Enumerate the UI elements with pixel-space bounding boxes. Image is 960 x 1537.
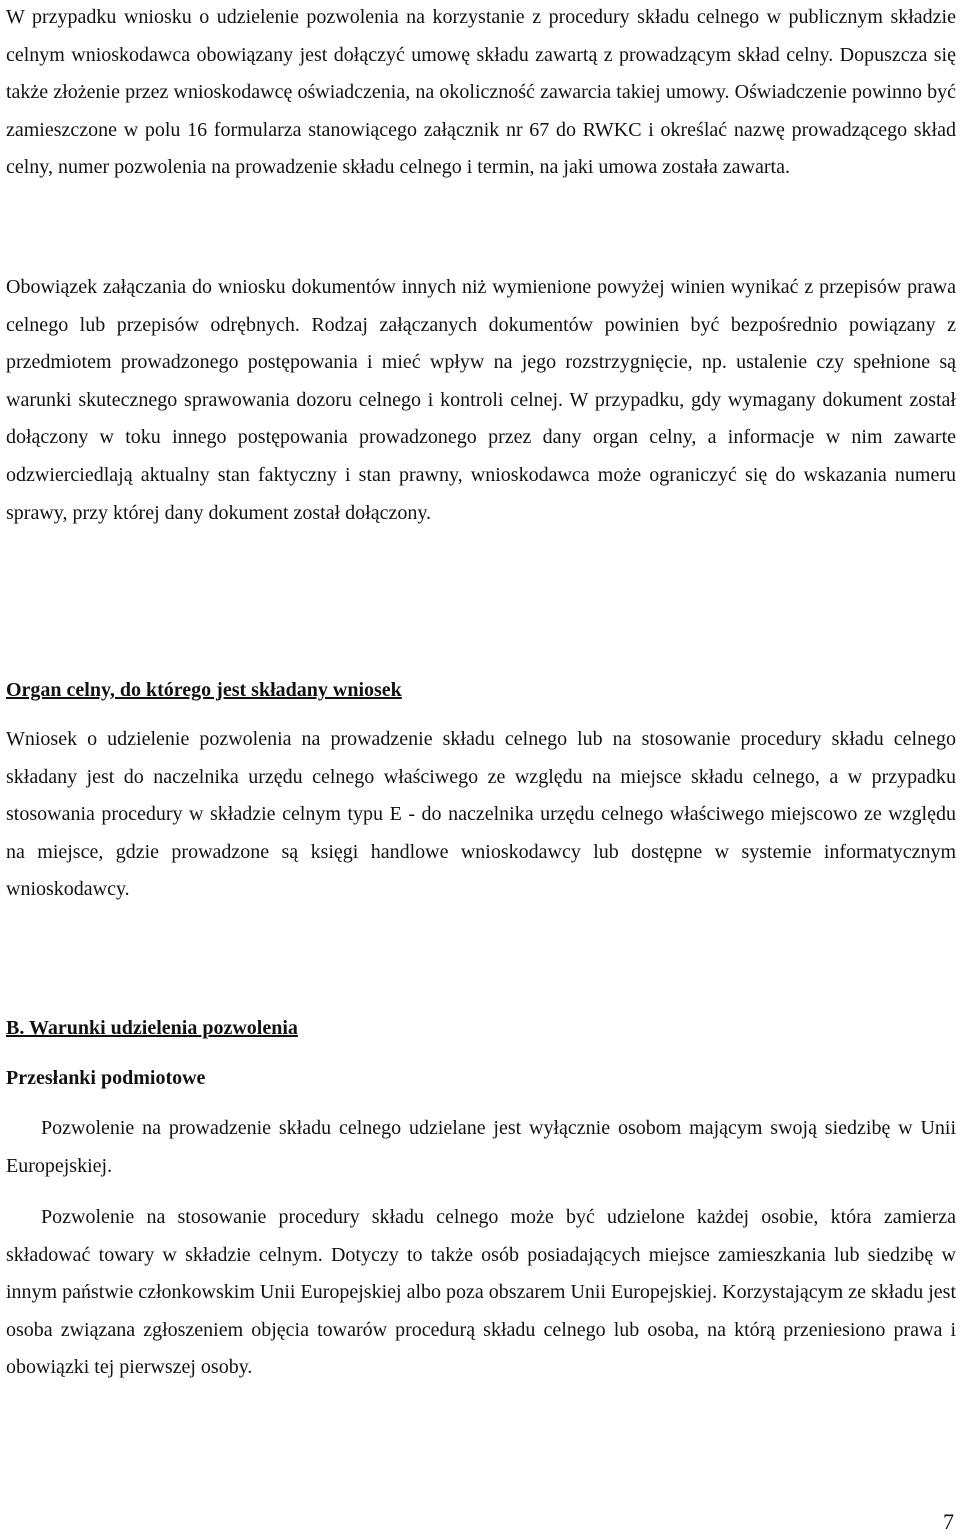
paragraph-warehouse-permit: Pozwolenie na prowadzenie składu celnego udzielane jest wyłącznie osobom mającym swoją siedzibę w Unii Europejskiej. bbox=[6, 1117, 956, 1177]
heading-customs-authority: Organ celny, do którego jest składany wniosek bbox=[6, 679, 402, 701]
page-number: 7 bbox=[943, 1509, 954, 1534]
paragraph-customs-authority: Wniosek o udzielenie pozwolenia na prowadzenie składu celnego lub na stosowanie procedury składu celnego składany jest do naczelnika urzędu celnego właściwego ze względu na miejsce składu celnego, a w przypadku stosowania procedury w składzie celnym typu E - do naczelnika urzędu celnego właściwego miejscowo ze względu na miejsce, gdzie prowadzone są księgi handlowe wnioskodawcy lub dostępne w systemie informatycznym wnioskodawcy. bbox=[6, 728, 956, 901]
heading-section-b: B. Warunki udzielenia pozwolenia bbox=[6, 1017, 298, 1039]
paragraph-procedure-permit: Pozwolenie na stosowanie procedury składu celnego może być udzielone każdej osobie, która zamierza składować towary w składzie celnym. Dotyczy to także osób posiadających miejsce zamieszkania lub siedzibę w innym państwie członkowskim Unii Europejskiej albo poza obszarem Unii Europejskiej. Korzystającym ze składu jest osoba związana zgłoszeniem objęcia towarów procedurą składu celnego lub osoba, na którą przeniesiono prawa i obowiązki tej pierwszej osoby. bbox=[6, 1206, 956, 1379]
heading-subjective-conditions: Przesłanki podmiotowe bbox=[6, 1067, 206, 1089]
paragraph-public-warehouse-agreement: W przypadku wniosku o udzielenie pozwolenia na korzystanie z procedury składu celnego w publicznym składzie celnym wnioskodawca obowiązany jest dołączyć umowę składu zawartą z prowadzącym skład celny. Dopuszcza się także złożenie przez wnioskodawcę oświadczenia, na okoliczność zawarcia takiej umowy. Oświadczenie powinno być zamieszczone w polu 16 formularza stanowiącego załącznik nr 67 do RWKC i określać nazwę prowadzącego skład celny, numer pozwolenia na prowadzenie składu celnego i termin, na jaki umowa została zawarta. bbox=[6, 6, 956, 179]
paragraph-additional-documents: Obowiązek załączania do wniosku dokumentów innych niż wymienione powyżej winien wynikać z przepisów prawa celnego lub przepisów odrębnych. Rodzaj załączanych dokumentów powinien być bezpośrednio powiązany z przedmiotem prowadzonego postępowania i mieć wpływ na jego rozstrzygnięcie, np. ustalenie czy spełnione są warunki skutecznego sprawowania dozoru celnego i kontroli celnej. W przypadku, gdy wymagany dokument został dołączony w toku innego postępowania prowadzonego przez dany organ celny, a informacje w nim zawarte odzwierciedlają aktualny stan faktyczny i stan prawny, wnioskodawca może ograniczyć się do wskazania numeru sprawy, przy której dany dokument został dołączony. bbox=[6, 276, 956, 524]
